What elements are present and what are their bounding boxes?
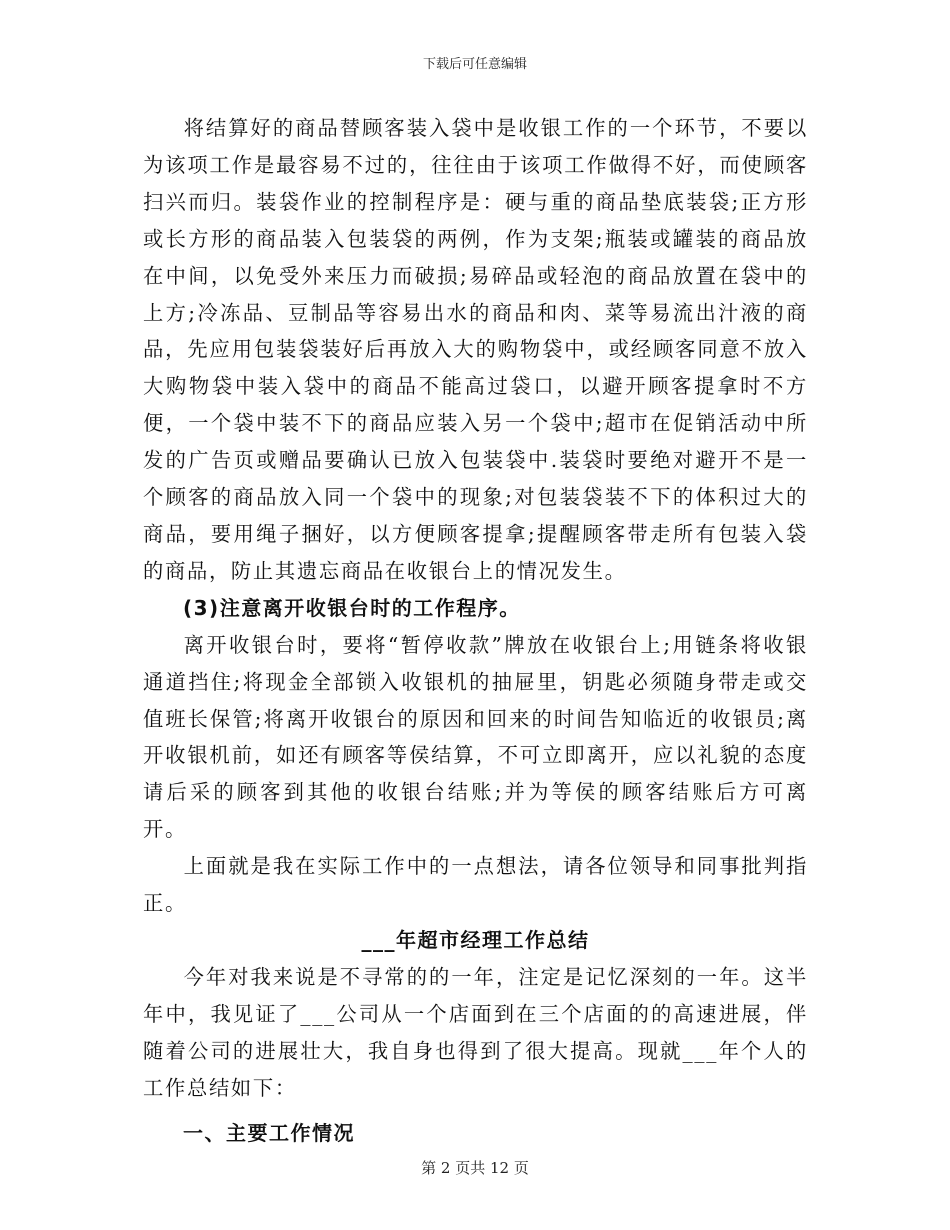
paragraph-intro: 今年对我来说是不寻常的的一年，注定是记忆深刻的一年。这半年中，我见证了___公司从一个店面到在三个店面的的高速进展，伴随着公司的进展壮大，我自身也得到了很大提高。现就___年个人的工作总结如下： bbox=[143, 964, 808, 1100]
page-header: 下载后可任意编辑 bbox=[422, 57, 527, 72]
paragraph-bagging: 将结算好的商品替顾客装入袋中是收银工作的一个环节，不要以为该项工作是最容易不过的，往往由于该项工作做得不好，而使顾客扫兴而归。装袋作业的控制程序是：硬与重的商品垫底装袋;正方形或长方形的商品装入包装袋的两例，作为支架;瓶装或罐装的商品放在中间，以免受外来压力而破损;易碎品或轻泡的商品放置在袋中的上方;冷冻品、豆制品等容易出水的商品和肉、菜等易流出汁液的商品，先应用包装袋装好后再放入大的购物袋中，或经顾客同意不放入大购物袋中装入袋中的商品不能高过袋口，以避开顾客提拿时不方便，一个袋中装不下的商品应装入另一个袋中;超市在促销活动中所发的广告页或赠品要确认已放入包装袋中.装袋时要绝对避开不是一个顾客的商品放入同一个袋中的现象;对包装袋装不下的体积过大的商品，要用绳子捆好，以方便顾客提拿;提醒顾客带走所有包装入袋的商品，防止其遗忘商品在收银台上的情况发生。 bbox=[143, 116, 808, 583]
paragraph-closing: 上面就是我在实际工作中的一点想法，请各位领导和同事批判指正。 bbox=[143, 854, 808, 916]
paragraph-leaving-counter: 离开收银台时，要将“暂停收款”牌放在收银台上;用链条将收银通道挡住;将现金全部锁入收银机的抽屉里，钥匙必须随身带走或交值班长保管;将离开收银台的原因和回来的时间告知临近的收银员;离开收银机前，如还有顾客等侯结算，不可立即离开，应以礼貌的态度请后采的顾客到其他的收银台结账;并为等侯的顾客结账后方可离开。 bbox=[143, 632, 808, 842]
section-heading-leaving-counter: (3)注意离开收银台时的工作程序。 bbox=[183, 595, 521, 620]
document-body bbox=[143, 110, 808, 1152]
page-footer: 第 2 页共 12 页 bbox=[421, 1159, 529, 1177]
section-heading-main-work: 一、主要工作情况 bbox=[183, 1121, 355, 1146]
document-title: ___年超市经理工作总结 bbox=[361, 927, 590, 952]
